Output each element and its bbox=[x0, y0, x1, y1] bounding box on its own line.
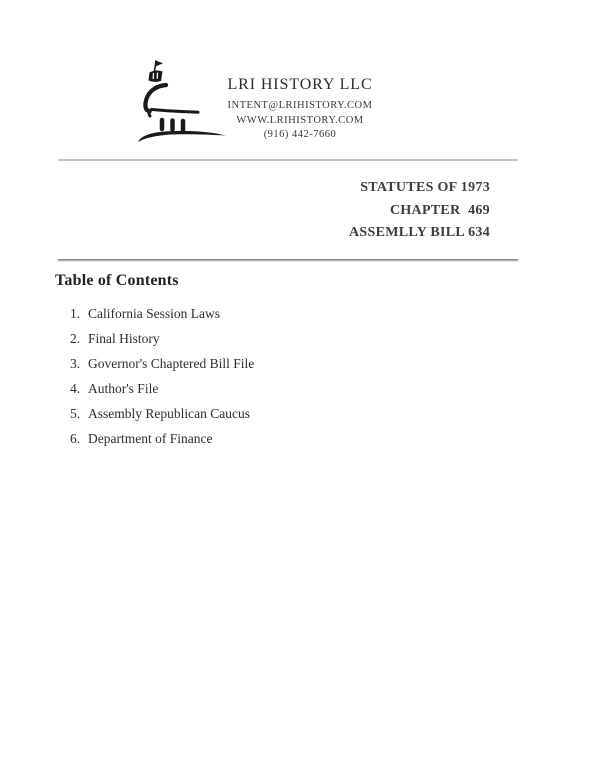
chapter-line: CHAPTER 469 bbox=[389, 202, 490, 218]
toc-item bbox=[70, 326, 254, 351]
bill-reference bbox=[349, 177, 490, 245]
company-email: INTENT@LRIHISTORY.COM bbox=[227, 100, 373, 111]
toc-item-number: 4. bbox=[70, 381, 81, 396]
toc-item-number: 6. bbox=[70, 431, 81, 446]
toc-item-label: California Session Laws bbox=[88, 306, 220, 321]
toc-item bbox=[70, 401, 254, 426]
toc-item-number: 1. bbox=[70, 306, 81, 321]
toc-title: Table of Contents bbox=[55, 272, 179, 289]
letterhead bbox=[180, 74, 420, 143]
toc-item-label: Department of Finance bbox=[88, 431, 213, 446]
contact-lines bbox=[180, 99, 420, 143]
toc-item-label: Author's File bbox=[88, 381, 159, 396]
toc-item-number: 5. bbox=[70, 406, 81, 421]
toc-item-number: 3. bbox=[70, 356, 81, 371]
toc-list bbox=[70, 301, 254, 451]
company-website: WWW.LRIHISTORY.COM bbox=[236, 114, 364, 126]
toc-item-number: 2. bbox=[70, 331, 81, 346]
divider-top bbox=[58, 159, 518, 161]
assembly-bill-line: ASSEMLLY BILL 634 bbox=[348, 225, 490, 240]
toc-item bbox=[70, 426, 254, 451]
toc-item-label: Final History bbox=[88, 331, 160, 346]
statutes-line: STATUTES OF 1973 bbox=[360, 180, 490, 195]
company-name: LRI HISTORY LLC bbox=[227, 76, 373, 93]
toc-item bbox=[70, 376, 254, 401]
company-phone: (916) 442-7660 bbox=[263, 129, 337, 140]
divider-middle bbox=[58, 259, 518, 262]
toc-item-label: Assembly Republican Caucus bbox=[88, 406, 250, 421]
toc-item bbox=[70, 351, 254, 376]
toc-item bbox=[70, 301, 254, 326]
toc-item-label: Governor's Chaptered Bill File bbox=[88, 356, 255, 371]
